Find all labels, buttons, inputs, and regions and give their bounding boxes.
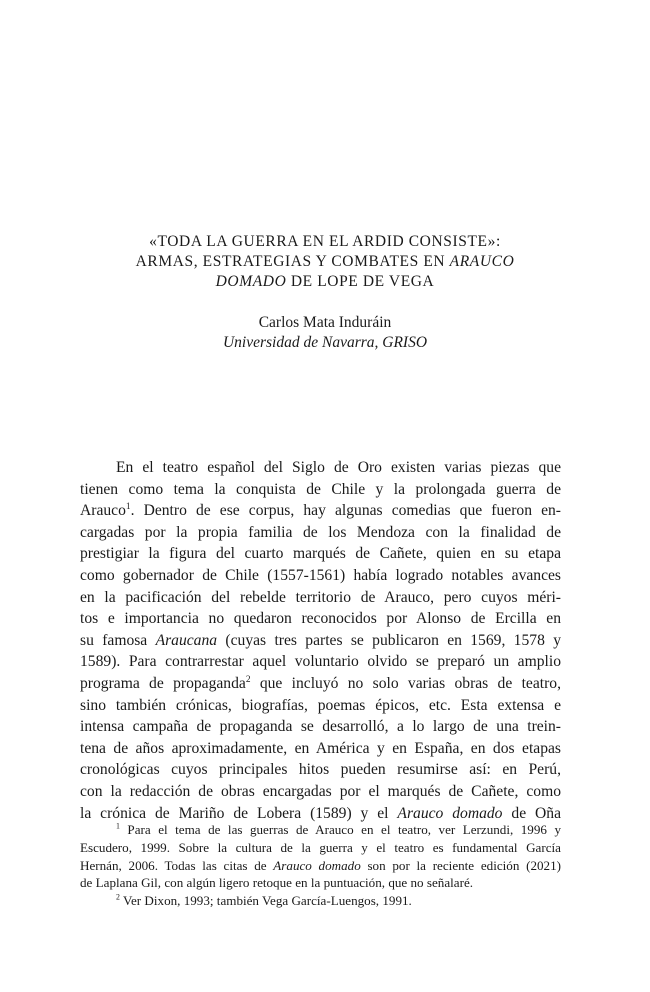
body-line: cargadas por la propia familia de los Mendoza con la finalidad de [80,523,561,541]
body-line: con la redacción de obras encargadas por el marqués de Cañete, como [80,782,561,800]
body-line: 1589). Para contrarrestar aquel voluntario olvido se preparó un amplio [80,653,561,671]
work-title-italic: Araucana [155,631,218,649]
body-line: su famosa Araucana (cuyas tres partes se publicaron en 1569, 1578 y [80,631,561,649]
footnote-1-line: $^1$ Para el tema de las guerras de Arauco en el teatro, ver Lerzundi, 1996 y [116,821,561,837]
body-line: tienen como tema la conquista de Chile y la prolongada guerra de [80,480,561,498]
body-line: tena de años aproximadamente, en América y en España, en dos etapas [80,739,561,757]
chapter-title [80,232,570,292]
footnote-mark-2: 2 [116,892,120,902]
footnote-1-line: Hernán, 2006. Todas las citas de Arauco domado son por la reciente edición (2021) [80,857,561,873]
footnote-1-line: de Laplana Gil, con algún ligero retoque en la puntuación, que no señalaré. [80,875,474,891]
title-line-2: ARMAS, ESTRATEGIAS Y COMBATES EN ARAUCO [135,253,515,270]
footnote-2-line: $^2$ Ver Dixon, 1993; también Vega García-Luengos, 1991. [116,892,412,909]
footnote-ref-1[interactable]: 1 [125,502,131,512]
body-line: En el teatro español del Siglo de Oro existen varias piezas que [116,459,561,476]
author-name: Carlos Mata Induráin [258,314,392,331]
work-title-italic: Arauco domado [397,804,503,822]
body-line: como gobernador de Chile (1557-1561) había logrado notables avances [80,566,561,584]
title-work-italic-1: ARAUCO [449,253,515,270]
author-affiliation: Universidad de Navarra, GRISO [222,334,428,351]
footnotes [80,821,561,910]
author-block [80,313,570,353]
body-line: tos e importancia no quedaron reconocidos por Alonso de Ercilla en [80,610,561,628]
body-line: intensa campaña de propaganda se desarrolló, a lo largo de una trein- [80,718,561,736]
body-paragraph [80,457,561,824]
title-line-1: «TODA LA GUERRA EN EL ARDID CONSISTE»: [149,233,501,250]
body-line: cronológicas cuyos principales hitos pueden resumirse así: en Perú, [80,761,561,779]
body-line: programa de propaganda$^2$ que incluyó no solo varias obras de teatro, [80,674,561,692]
title-work-italic-2: DOMADO [215,273,287,290]
footnote-mark-1: 1 [116,821,120,831]
body-line: prestigiar la figura del cuarto marqués de Cañete, quien en su etapa [80,545,561,563]
title-line-3: DOMADO DE LOPE DE VEGA [215,273,435,290]
body-line: sino también crónicas, biografías, poemas épicos, etc. Esta extensa e [80,696,561,714]
footnote-1-line: Escudero, 1999. Sobre la cultura de la guerra y el teatro es fundamental García [80,839,561,855]
footnote-ref-2[interactable]: 2 [245,674,251,685]
body-line: en la pacificación del rebelde territorio de Arauco, pero cuyos méri- [80,588,561,606]
body-line: la crónica de Mariño de Lobera (1589) y el Arauco domado de Oña [80,804,561,822]
body-line: Arauco$^1$. Dentro de ese corpus, hay algunas comedias que fueron en- [80,502,561,520]
